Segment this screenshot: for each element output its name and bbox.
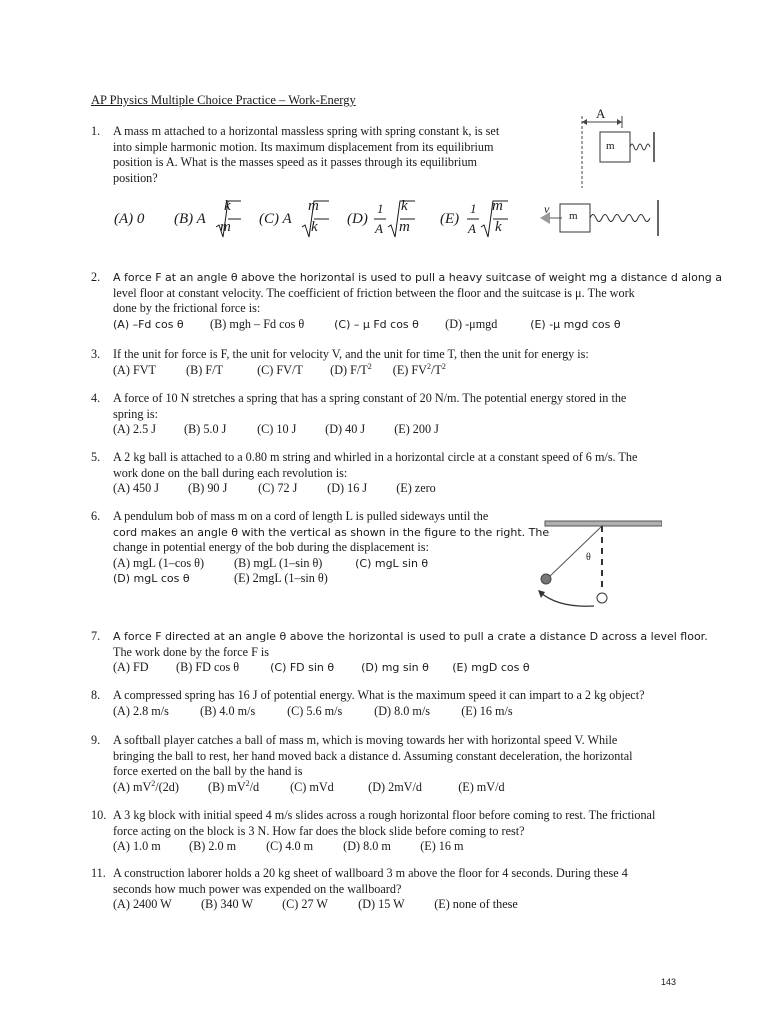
question-5 <box>91 450 637 497</box>
answer-options <box>113 660 708 676</box>
option-c: (C) 4.0 m <box>266 839 314 853</box>
question-text-line: seconds how much power was expended on the wallboard? <box>113 881 402 896</box>
question-text-line: A softball player catches a ball of mass m, which is moving towards her with horizontal speed V. While <box>113 733 618 747</box>
option-e-frac-num: 1 <box>470 201 477 216</box>
option-d: (D) 15 W <box>358 897 405 911</box>
option-a: (A) $mV^2/(2d)$ <box>113 778 179 794</box>
option-d-denominator: m <box>399 219 410 235</box>
question-text-line: A compressed spring has 16 J of potential energy. What is the maximum speed it can impart to a 2 kg object? <box>113 688 645 702</box>
question-text-line: into simple harmonic motion. Its maximum displacement from its equilibrium <box>113 139 494 154</box>
option-c: (C) FV/T <box>257 362 303 377</box>
option-e-frac-den: A <box>468 221 476 236</box>
question-text-line: A pendulum bob of mass m on a cord of length L is pulled sideways until the <box>113 509 489 523</box>
option-a: (A) 2.5 J <box>113 422 156 436</box>
option-d: (D) mgL cos θ <box>113 572 190 585</box>
option-a: (A) FVT <box>113 362 156 377</box>
answer-options <box>113 317 722 333</box>
option-d-frac-num: 1 <box>377 201 384 216</box>
question-text-line: force acting on the block is 3 N. How far does the block slide before coming to rest? <box>113 823 525 838</box>
option-d-frac-den: A <box>375 221 383 236</box>
question-11 <box>91 866 628 913</box>
question-10 <box>91 808 655 855</box>
question-number: 3. <box>91 347 101 361</box>
option-e: (E) -μ mgd cos θ <box>530 317 621 331</box>
question-text-line: done by the frictional force is: <box>113 301 261 315</box>
option-a: (A) 0 <box>114 211 145 227</box>
option-b: (B) 4.0 m/s <box>200 703 256 718</box>
answer-options <box>113 363 589 379</box>
page-number: 143 <box>661 977 677 987</box>
option-d: (D) 8.0 m <box>343 839 391 853</box>
question-text-line: A force F directed at an angle θ above the horizontal is used to pull a crate a distance D across a level floor. <box>113 630 708 643</box>
spring-mass-figure <box>538 106 672 240</box>
option-b: (B) mgL (1–sin θ) <box>234 555 323 570</box>
question-7 <box>91 629 708 676</box>
question-text-line: A 3 kg block with initial speed 4 m/s slides across a rough horizontal floor before coming to rest. The frictional <box>113 808 656 822</box>
question-text-line: bringing the ball to rest, her hand moved back a distance d. Assuming constant deceleration, the horizontal <box>113 748 633 763</box>
question-1-formula-options <box>114 197 534 247</box>
question-text-line: If the unit for force is F, the unit for velocity V, and the unit for time T, then the unit for energy is: <box>113 347 589 361</box>
option-d: (D) mg sin θ <box>361 661 429 674</box>
answer-options-row-1 <box>113 556 549 572</box>
mass-label-bottom: m <box>569 210 578 222</box>
question-4 <box>91 391 626 438</box>
option-a: (A) 1.0 m <box>113 839 161 853</box>
question-1 <box>91 124 511 186</box>
option-c: (C) FD sin θ <box>270 661 335 674</box>
option-a: (A) 2400 W <box>113 897 172 911</box>
option-d: (D) -μmgd <box>445 316 498 331</box>
option-b: (B) 5.0 J <box>184 422 227 436</box>
question-number: 5. <box>91 450 101 464</box>
option-c-denominator: k <box>311 219 318 235</box>
answer-options <box>113 897 628 913</box>
option-a: (A) FD <box>113 660 149 674</box>
option-a: (A) 450 J <box>113 481 160 495</box>
option-b-numerator: k <box>224 198 231 214</box>
question-number: 7. <box>91 629 101 643</box>
question-text-line: A mass m attached to a horizontal massless spring with spring constant k, is set <box>113 124 500 138</box>
option-c: (C) – μ Fd cos θ <box>334 317 419 331</box>
question-number: 8. <box>91 688 101 702</box>
option-e: (E) 16 m <box>420 839 464 853</box>
question-9 <box>91 733 633 795</box>
question-text-line: position? <box>113 170 158 185</box>
option-a: (A) 2.8 m/s <box>113 703 169 718</box>
answer-options <box>113 422 626 438</box>
option-a: (A) –Fd cos θ <box>113 317 184 331</box>
option-e: (E) $FV^2/T^2$ <box>392 361 446 377</box>
question-text-line: force exerted on the ball by the hand is <box>113 764 303 778</box>
pendulum-diagram-icon <box>528 512 662 616</box>
option-c: (C) 10 J <box>257 422 297 436</box>
option-d-numerator: k <box>401 198 408 214</box>
question-text-line: change in potential energy of the bob during the displacement is: <box>113 540 429 554</box>
option-c: (C) mgL sin θ <box>355 556 429 570</box>
question-text-line: A force of 10 N stretches a spring that has a spring constant of 20 N/m. The potential energy stored in the <box>113 391 627 405</box>
option-c: (C) A <box>259 211 292 227</box>
question-3 <box>91 347 589 378</box>
question-2 <box>91 270 722 332</box>
question-number: 6. <box>91 509 101 523</box>
option-e: (E) 200 J <box>394 422 439 436</box>
option-b: (B) F/T <box>186 362 223 377</box>
option-a: (A) mgL (1–cos θ) <box>113 555 205 570</box>
fraction-bar-icon <box>374 218 386 220</box>
option-e: (E) mV/d <box>458 779 505 794</box>
question-number: 11. <box>91 866 106 880</box>
option-c: (C) 5.6 m/s <box>287 703 343 718</box>
option-b: (B) A <box>174 211 206 227</box>
option-e: (E) 2mgL (1–sin θ) <box>234 571 328 585</box>
option-d: (D) 40 J <box>325 422 366 436</box>
question-number: 1. <box>91 124 101 138</box>
question-text-line: work done on the ball during each revolution is: <box>113 465 348 480</box>
option-c: (C) mVd <box>290 779 334 794</box>
option-b-denominator: m <box>220 219 231 235</box>
question-text-line: position is A. What is the masses speed as it passes through its equilibrium <box>113 155 478 169</box>
option-c: (C) 72 J <box>258 481 298 495</box>
question-8 <box>91 688 645 719</box>
option-e: (E) mgD cos θ <box>452 661 530 674</box>
velocity-label: v <box>544 202 550 216</box>
answer-options <box>113 704 645 720</box>
question-number: 4. <box>91 391 101 405</box>
option-e-numerator: m <box>492 198 503 214</box>
answer-options-row-2 <box>113 571 549 587</box>
question-text-line: A force F at an angle θ above the horizontal is used to pull a heavy suitcase of weight mg a distance d along a <box>113 271 723 284</box>
question-text-line: level floor at constant velocity. The coefficient of friction between the floor and the suitcase is μ. The work <box>113 285 635 300</box>
option-d: (D) <box>347 211 368 227</box>
option-c-numerator: m <box>308 198 319 214</box>
answer-options <box>113 481 637 497</box>
option-d: (D) 2mV/d <box>368 779 422 794</box>
fraction-bar-icon <box>467 218 479 220</box>
question-6 <box>91 509 549 587</box>
option-b: (B) 340 W <box>201 897 253 911</box>
amplitude-label: A <box>596 106 606 121</box>
spring-diagram-icon <box>538 106 672 240</box>
option-e: (E) 16 m/s <box>461 703 513 718</box>
question-text-line: The work done by the force F is <box>113 644 270 659</box>
mass-label-top: m <box>606 140 615 152</box>
option-b: (B) 90 J <box>188 481 228 495</box>
option-d: (D) $F/T^2$ <box>330 361 372 377</box>
option-e: (E) zero <box>396 481 436 495</box>
question-text-line: A 2 kg ball is attached to a 0.80 m string and whirled in a horizontal circle at a constant speed of 6 m/s. The <box>113 450 638 464</box>
option-e: (E) <box>440 211 460 227</box>
answer-options <box>113 780 633 796</box>
answer-options <box>113 839 655 855</box>
question-number: 10. <box>91 808 107 822</box>
angle-label: θ <box>586 552 591 563</box>
option-b: (B) mgh – Fd cos θ <box>210 316 305 331</box>
option-b: (B) $mV^2/d$ <box>208 778 260 794</box>
question-text-line: A construction laborer holds a 20 kg sheet of wallboard 3 m above the floor for 4 seconds. During these 4 <box>113 866 628 880</box>
option-b: (B) 2.0 m <box>189 839 237 853</box>
option-e-denominator: k <box>495 219 502 235</box>
question-text-line: cord makes an angle θ with the vertical as shown in the figure to the right. The <box>113 525 550 539</box>
option-d: (D) 8.0 m/s <box>374 703 430 718</box>
question-text-line: spring is: <box>113 406 159 421</box>
option-e: (E) none of these <box>434 897 518 911</box>
page-title: AP Physics Multiple Choice Practice – Work-Energy <box>91 93 356 107</box>
question-number: 2. <box>91 270 101 284</box>
pendulum-figure <box>528 512 662 616</box>
question-number: 9. <box>91 733 101 747</box>
option-d: (D) 16 J <box>327 481 368 495</box>
option-b: (B) FD cos θ <box>176 660 240 674</box>
option-c: (C) 27 W <box>282 897 328 911</box>
